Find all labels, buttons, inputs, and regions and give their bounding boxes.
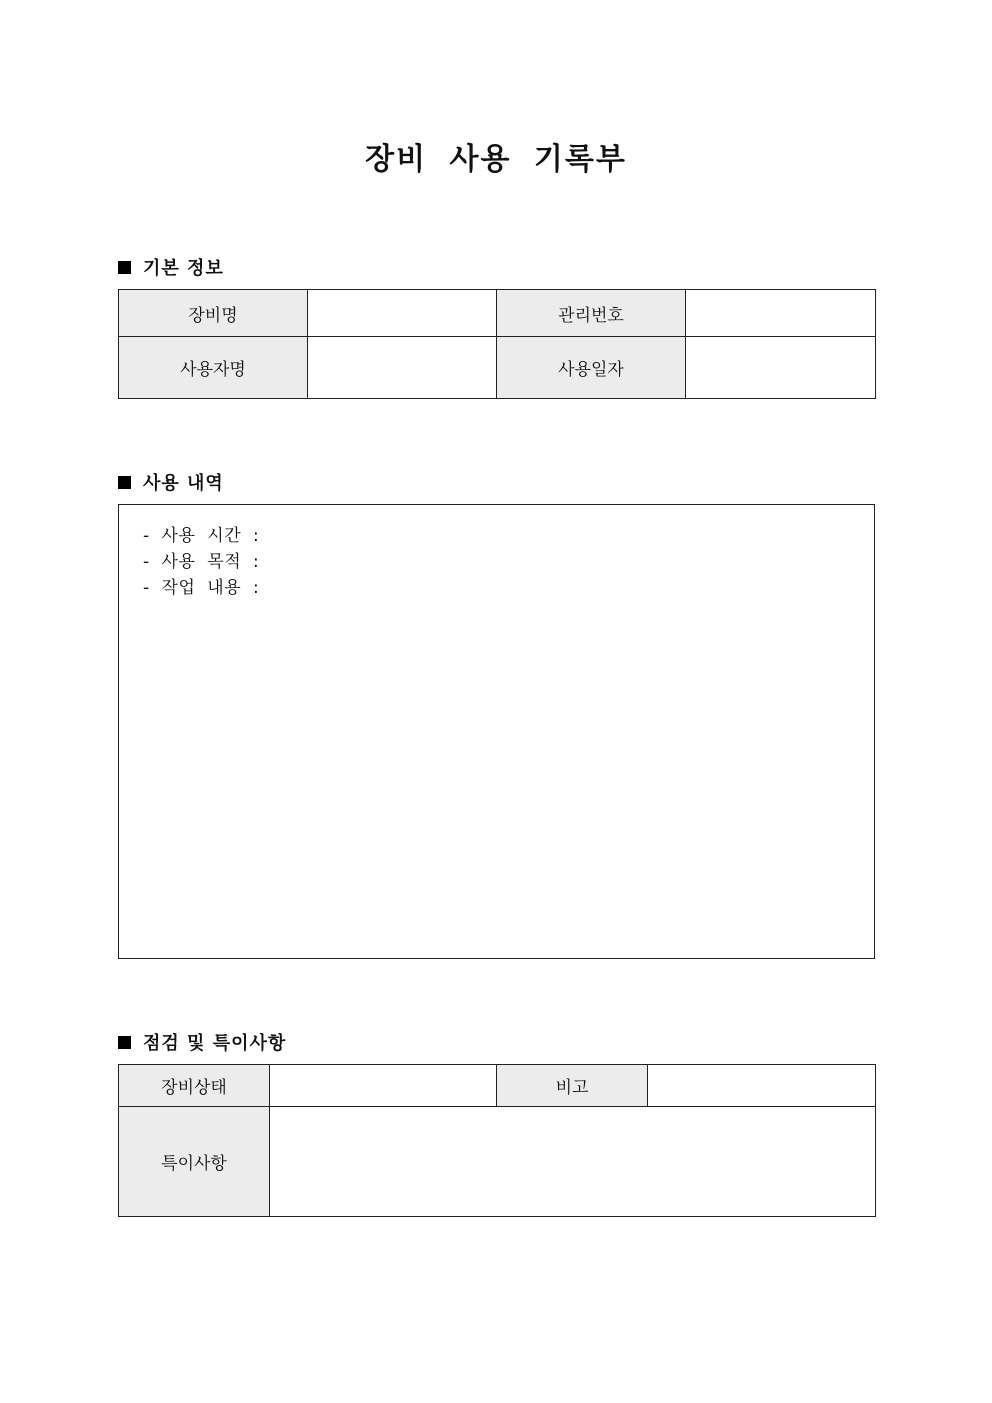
equipment-status-field[interactable] xyxy=(270,1065,497,1107)
table-row xyxy=(119,1065,876,1107)
equipment-status-label: 장비상태 xyxy=(119,1065,270,1107)
special-notes-field[interactable] xyxy=(270,1107,876,1217)
management-number-field[interactable] xyxy=(686,290,876,337)
table-row xyxy=(119,290,876,337)
section-heading-usage-details xyxy=(118,469,224,495)
usage-details-box[interactable] xyxy=(118,504,875,959)
usage-time-item: - 사용 시간 : xyxy=(143,526,260,546)
remarks-field[interactable] xyxy=(648,1065,876,1107)
user-name-label: 사용자명 xyxy=(119,337,308,399)
equipment-name-field[interactable] xyxy=(308,290,497,337)
black-square-icon xyxy=(118,476,131,489)
section-heading-label: 점검 및 특이사항 xyxy=(143,1033,287,1054)
work-content-item: - 작업 내용 : xyxy=(143,578,260,598)
user-name-field[interactable] xyxy=(308,337,497,399)
section-heading-inspection xyxy=(118,1029,286,1055)
usage-date-field[interactable] xyxy=(686,337,876,399)
remarks-label: 비고 xyxy=(497,1065,648,1107)
special-notes-label: 특이사항 xyxy=(119,1107,270,1217)
management-number-label: 관리번호 xyxy=(497,290,686,337)
black-square-icon xyxy=(118,261,131,274)
usage-date-label: 사용일자 xyxy=(497,337,686,399)
equipment-name-label: 장비명 xyxy=(119,290,308,337)
usage-purpose-item: - 사용 목적 : xyxy=(143,552,260,572)
inspection-table xyxy=(118,1064,876,1217)
black-square-icon xyxy=(118,1036,131,1049)
usage-details-list xyxy=(143,523,259,601)
section-heading-label: 사용 내역 xyxy=(143,473,224,494)
table-row xyxy=(119,1107,876,1217)
section-heading-basic-info xyxy=(118,254,224,280)
document-title: 장비 사용 기록부 xyxy=(365,142,627,177)
basic-info-table xyxy=(118,289,876,399)
table-row xyxy=(119,337,876,399)
section-heading-label: 기본 정보 xyxy=(143,258,224,279)
